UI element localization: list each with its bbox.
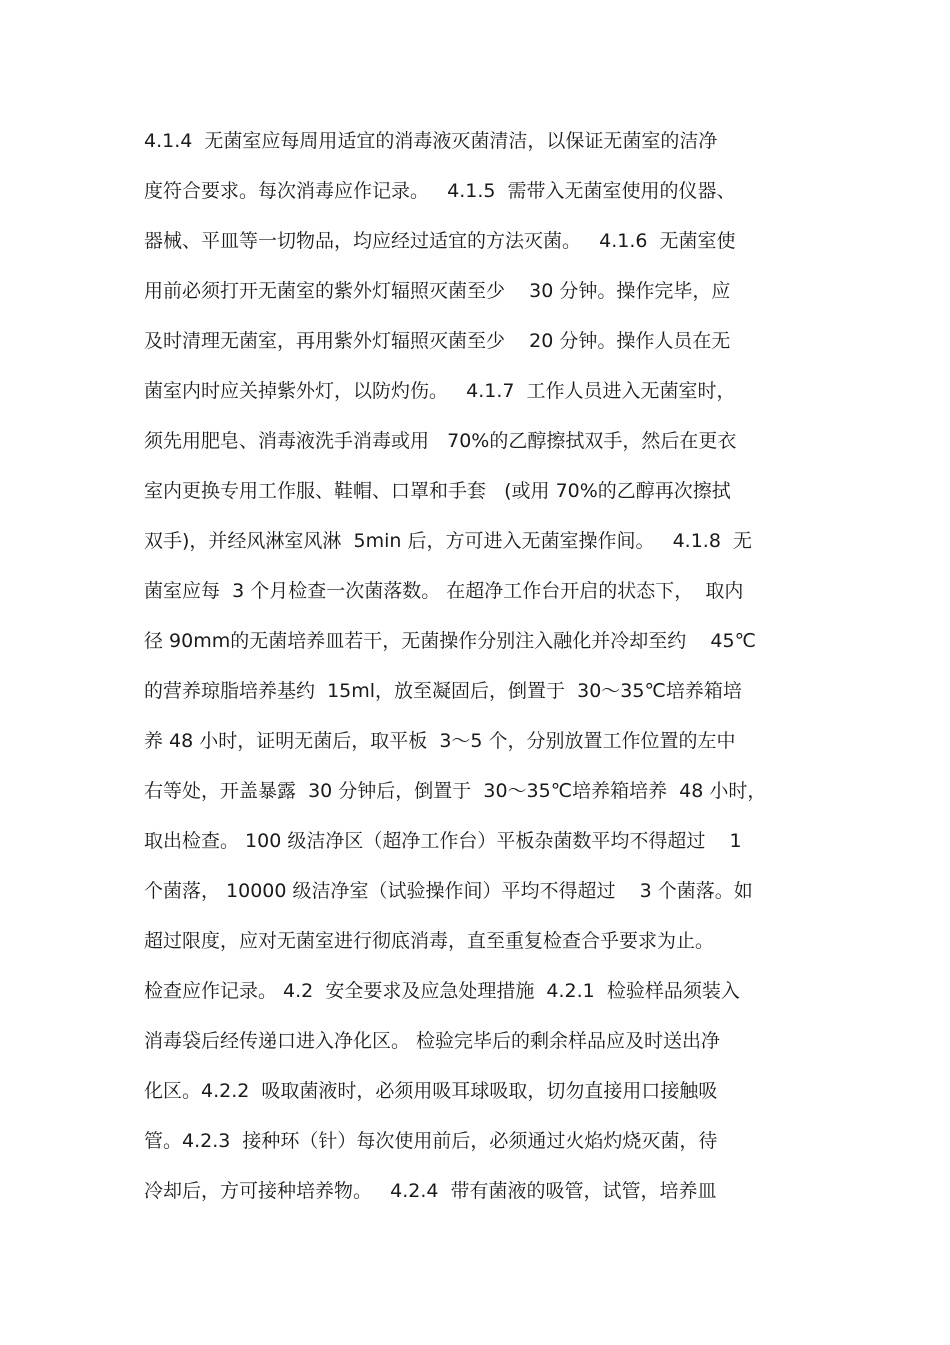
text-line-21: 管。4.2.3 接种环（针）每次使用前后，必须通过火焰灼烧灭菌，待 (144, 1130, 718, 1152)
text-line-13: 养 48 小时，证明无菌后，取平板 3～5 个，分别放置工作位置的左中 (144, 730, 736, 752)
text-line-16: 个菌落， 10000 级洁净室（试验操作间）平均不得超过 3 个菌落。如 (144, 880, 753, 902)
text-line-9: 双手)，并经风淋室风淋 5min 后，方可进入无菌室操作间。 4.1.8 无 (144, 530, 752, 552)
text-line-1: 4.1.4 无菌室应每周用适宜的消毒液灭菌清洁，以保证无菌室的洁净 (144, 130, 718, 152)
text-line-17: 超过限度，应对无菌室进行彻底消毒，直至重复检查合乎要求为止。 (144, 930, 715, 952)
text-line-14: 右等处，开盖暴露 30 分钟后，倒置于 30～35℃培养箱培养 48 小时， (144, 780, 767, 802)
text-line-11: 径 90mm的无菌培养皿若干，无菌操作分别注入融化并冷却至约 45℃ (144, 630, 756, 652)
text-line-4: 用前必须打开无菌室的紫外灯辐照灭菌至少 30 分钟。操作完毕，应 (144, 280, 731, 302)
text-line-2: 度符合要求。每次消毒应作记录。 4.1.5 需带入无菌室使用的仪器、 (144, 180, 736, 202)
text-line-3: 器械、平皿等一切物品，均应经过适宜的方法灭菌。 4.1.6 无菌室使 (144, 230, 736, 252)
text-line-18: 检查应作记录。 4.2 安全要求及应急处理措施 4.2.1 检验样品须装入 (144, 980, 740, 1002)
text-line-8: 室内更换专用工作服、鞋帽、口罩和手套 (或用 70%的乙醇再次擦拭 (144, 480, 731, 502)
text-line-5: 及时清理无菌室，再用紫外灯辐照灭菌至少 20 分钟。操作人员在无 (144, 330, 731, 352)
text-line-15: 取出检查。 100 级洁净区（超净工作台）平板杂菌数平均不得超过 1 (144, 830, 742, 852)
text-line-19: 消毒袋后经传递口进入净化区。 检验完毕后的剩余样品应及时送出净 (144, 1030, 721, 1052)
text-line-10: 菌室应每 3 个月检查一次菌落数。 在超净工作台开启的状态下， 取内 (144, 580, 744, 602)
text-line-12: 的营养琼脂培养基约 15ml，放至凝固后，倒置于 30～35℃培养箱培 (144, 680, 742, 702)
text-line-20: 化区。4.2.2 吸取菌液时，必须用吸耳球吸取，切勿直接用口接触吸 (144, 1080, 718, 1102)
text-line-6: 菌室内时应关掉紫外灯，以防灼伤。 4.1.7 工作人员进入无菌室时， (144, 380, 736, 402)
text-line-7: 须先用肥皂、消毒液洗手消毒或用 70%的乙醇擦拭双手，然后在更衣 (144, 430, 737, 452)
text-line-22: 冷却后，方可接种培养物。 4.2.4 带有菌液的吸管，试管，培养皿 (144, 1180, 717, 1202)
